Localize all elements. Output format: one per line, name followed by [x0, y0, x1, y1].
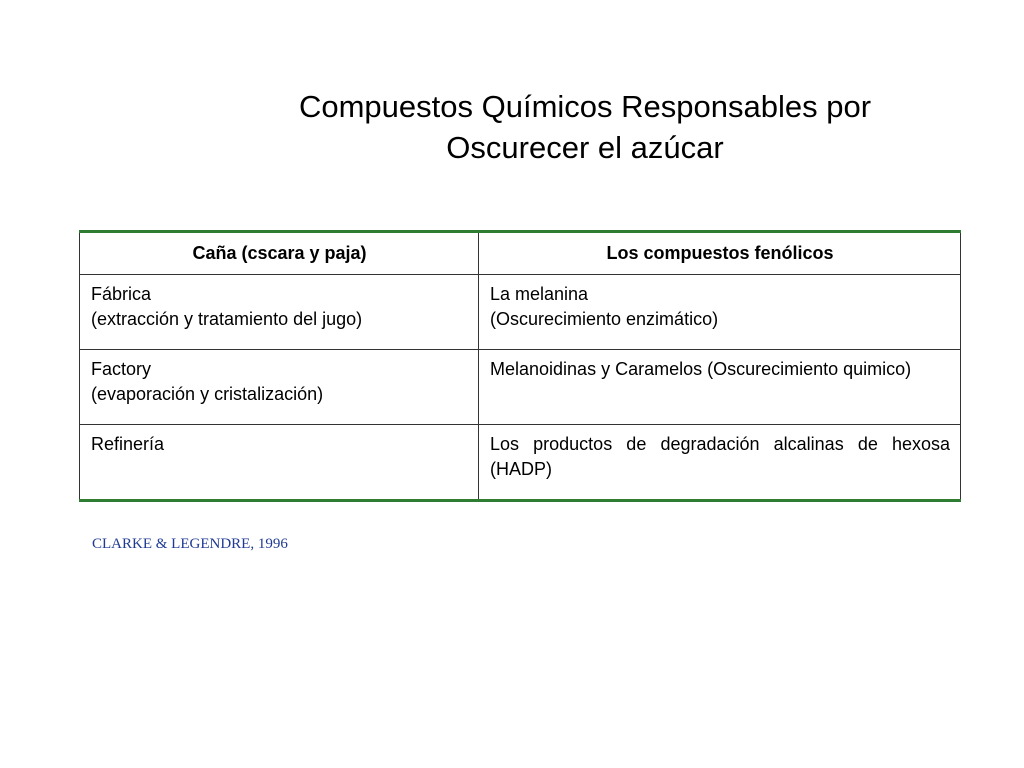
row-3-compounds: Los productos de degradación alcalinas de hexosa (HADP)	[479, 425, 961, 501]
table-row	[80, 425, 961, 501]
slide-title	[180, 86, 990, 168]
row-1-compounds-line-2: (Oscurecimiento enzimático)	[490, 309, 719, 329]
row-2-source	[80, 350, 479, 425]
header-source: Caña (cscara y paja)	[80, 232, 479, 275]
compounds-table	[79, 230, 961, 502]
row-1-source	[80, 275, 479, 350]
row-3-source-line-1: Refinería	[91, 434, 165, 454]
row-1-source-line-2: (extracción y tratamiento del jugo)	[91, 309, 363, 329]
table-row	[80, 275, 961, 350]
row-2-source-line-2: (evaporación y cristalización)	[91, 384, 324, 404]
row-1-compounds	[479, 275, 961, 350]
table-row	[80, 350, 961, 425]
table-header-row	[80, 232, 961, 275]
row-2-compounds: Melanoidinas y Caramelos (Oscurecimiento quimico)	[479, 350, 961, 425]
header-compounds: Los compuestos fenólicos	[479, 232, 961, 275]
row-3-source	[80, 425, 479, 501]
slide-title-line-1: Compuestos Químicos Responsables por	[298, 89, 872, 124]
citation: CLARKE & LEGENDRE, 1996	[92, 536, 288, 552]
row-2-source-line-1: Factory	[91, 359, 152, 379]
row-1-source-line-1: Fábrica	[91, 284, 152, 304]
slide-title-line-2: Oscurecer el azúcar	[446, 130, 724, 165]
row-1-compounds-line-1: La melanina	[490, 284, 589, 304]
